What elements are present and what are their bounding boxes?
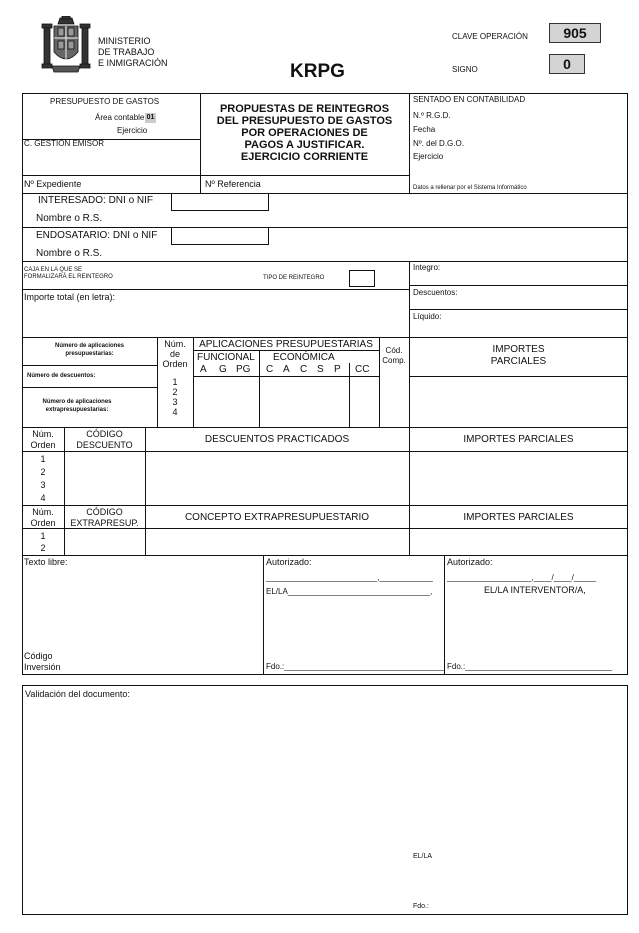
econ-col-s: S <box>317 364 324 375</box>
codigo-descuento-line-1: CÓDIGO <box>86 429 123 439</box>
aplicaciones-title: APLICACIONES PRESUPUESTARIAS <box>199 339 373 350</box>
num-aplicaciones-label <box>22 342 157 358</box>
signo-value: 0 <box>549 54 585 74</box>
presupuesto-gastos-label: PRESUPUESTO DE GASTOS <box>50 97 160 106</box>
importe-letra-label: Importe total (en letra): <box>24 292 116 302</box>
func-col-pg: PG <box>236 364 251 375</box>
codigo-extrapresup-header <box>64 507 145 529</box>
form-title-line-2: DEL PRESUPUESTO DE GASTOS <box>216 115 393 127</box>
extra-row-2: 2 <box>40 543 46 553</box>
aplicacion-row-4: 4 <box>172 407 178 417</box>
econ-col-a: A <box>283 364 290 375</box>
interventor-label: EL/LA INTERVENTOR/A, <box>484 585 586 595</box>
desc-num-orden-line-2: Orden <box>30 440 56 450</box>
num-extra-line-1: Número de aplicaciones <box>42 399 112 405</box>
nombre-endosatario-label: Nombre o R.S. <box>36 248 103 259</box>
aplicacion-row-2: 2 <box>172 387 178 397</box>
validacion-fdo-label: Fdo.: <box>413 903 429 910</box>
aplicacion-row-3: 3 <box>172 397 178 407</box>
validacion-ella-label: EL/LA <box>413 853 433 860</box>
gestion-emisor-label: C. GESTIÓN EMISOR <box>24 139 105 148</box>
descuento-row-1: 1 <box>40 454 46 464</box>
aplicaciones-row-numbers <box>157 377 193 417</box>
form-title-line-3: POR OPERACIONES DE <box>241 127 368 139</box>
validacion-frame <box>22 685 628 915</box>
ministry-line-2: DE TRABAJO <box>98 47 155 57</box>
asentado-label: SENTADO EN CONTABILIDAD <box>413 95 526 104</box>
extra-num-orden-line-2: Orden <box>30 518 56 528</box>
nombre-interesado-label: Nombre o R.S. <box>36 213 103 224</box>
area-contable-value: 01 <box>146 114 155 121</box>
func-col-g: G <box>219 364 227 375</box>
autorizado-1-ella-line: EL/LA________________________________, <box>266 587 433 596</box>
importes-parciales-header <box>409 344 628 368</box>
ministry-line-3: E INMIGRACIÓN <box>98 58 168 68</box>
econ-col-c2: C <box>300 364 308 375</box>
codigo-inversion-line-2: Inversión <box>24 662 61 672</box>
caja-label-line-2: FORMALIZARÁ EL REINTEGRO <box>24 274 113 280</box>
extra-num-orden-line-1: Núm. <box>32 507 54 517</box>
autorizado-2-fdo-line: Fdo.:_________________________________ <box>447 662 613 671</box>
extrapresupuestario-row-numbers <box>22 530 64 554</box>
num-aplicaciones-line-2: presupuestarias: <box>65 351 114 357</box>
caja-label-line-1: CAJA EN LA QUE SE <box>24 267 83 273</box>
aplicacion-row-1: 1 <box>172 377 178 387</box>
expediente-label: Nº Expediente <box>24 179 82 189</box>
codigo-extrapresup-line-1: CÓDIGO <box>86 507 123 517</box>
descuentos-importes-header: IMPORTES PARCIALES <box>463 434 574 445</box>
form-title <box>200 103 409 163</box>
clave-operacion-label: CLAVE OPERACIÓN <box>452 32 528 41</box>
codigo-descuento-header <box>64 429 145 451</box>
ministry-line-1: MINISTERIO <box>98 36 151 46</box>
importes-parciales-line-2: PARCIALES <box>490 356 547 367</box>
cod-comp-line-2: Comp. <box>382 356 406 365</box>
form-title-line-1: PROPUESTAS DE REINTEGROS <box>219 103 390 115</box>
interesado-label: INTERESADO: DNI o NIF <box>38 195 154 206</box>
codigo-extrapresup-line-2: EXTRAPRESUP. <box>70 518 139 528</box>
autorizado-1-label: Autorizado: <box>266 557 312 567</box>
integro-label: Integro: <box>413 263 441 272</box>
area-contable-label: Área contable <box>95 113 145 122</box>
descuentos-label: Descuentos: <box>413 288 458 297</box>
form-title-line-4: PAGOS A JUSTIFICAR. <box>244 139 365 151</box>
cc-label: CC <box>355 364 370 375</box>
num-descuentos-label: Número de descuentos: <box>27 373 96 379</box>
num-orden-line-2: de <box>169 349 180 359</box>
signo-label: SIGNO <box>452 65 478 74</box>
autorizado-1-date-line: _________________________,____________ <box>266 573 433 582</box>
endosatario-nif-field[interactable] <box>171 227 269 245</box>
texto-libre-label: Texto libre: <box>24 557 68 567</box>
clave-operacion-value: 905 <box>549 23 601 43</box>
desc-num-orden-header <box>22 429 64 451</box>
autorizado-1-fdo-line: Fdo.:____________________________________ <box>266 662 445 671</box>
fecha-label: Fecha <box>413 125 436 134</box>
descuentos-title: DESCUENTOS PRACTICADOS <box>204 434 350 445</box>
autorizado-2-label: Autorizado: <box>447 557 493 567</box>
num-aplicaciones-line-1: Número de aplicaciones <box>54 343 125 349</box>
validacion-label: Validación del documento: <box>25 689 130 699</box>
codigo-inversion-label <box>24 651 61 673</box>
funcional-label: FUNCIONAL <box>197 352 255 363</box>
form-code: KRPG <box>290 61 345 82</box>
econ-col-c1: C <box>266 364 274 375</box>
datos-sistema-label: Datos a rellenar por el Sistema Informático <box>413 185 527 191</box>
num-orden-header <box>157 339 193 369</box>
tipo-reintegro-label: TIPO DE REINTEGRO <box>263 275 325 281</box>
cod-comp-line-1: Cód. <box>385 346 403 355</box>
referencia-label: Nº Referencia <box>205 179 261 189</box>
extrapresupuestario-importes-header: IMPORTES PARCIALES <box>463 512 574 523</box>
descuento-row-3: 3 <box>40 480 46 490</box>
ejercicio-right-label: Ejercicio <box>413 152 444 161</box>
num-orden-line-3: Orden <box>162 359 188 369</box>
tipo-reintegro-field[interactable] <box>349 270 375 287</box>
num-extra-line-2: extrapresupuestarias: <box>45 407 109 413</box>
num-orden-line-1: Núm. <box>164 339 186 349</box>
coat-of-arms-logo <box>40 16 92 76</box>
extra-row-1: 1 <box>40 531 46 541</box>
ejercicio-left-label: Ejercicio <box>117 126 148 135</box>
econ-col-p: P <box>334 364 341 375</box>
form-title-line-5: EJERCICIO CORRIENTE <box>240 151 369 163</box>
desc-num-orden-line-1: Núm. <box>32 429 54 439</box>
descuento-row-2: 2 <box>40 467 46 477</box>
codigo-inversion-line-1: Código <box>24 651 53 661</box>
autorizado-2-date-line: ___________________,____/____/_____ <box>447 573 597 582</box>
extrapresupuestario-title: CONCEPTO EXTRAPRESUPUESTARIO <box>184 512 370 523</box>
descuentos-row-numbers <box>22 453 64 505</box>
descuento-row-4: 4 <box>40 493 46 503</box>
extra-num-orden-header <box>22 507 64 529</box>
num-extrapresupuestarias-label <box>22 398 132 414</box>
liquido-label: Líquido: <box>413 312 442 321</box>
importes-parciales-line-1: IMPORTES <box>492 344 545 355</box>
economica-label: ECONÓMICA <box>273 352 335 363</box>
dgo-label: Nº. del D.G.O. <box>413 139 464 148</box>
rgd-label: N.º R.G.D. <box>413 111 451 120</box>
func-col-a: A <box>200 364 207 375</box>
interesado-nif-field[interactable] <box>171 193 269 211</box>
codigo-descuento-line-2: DESCUENTO <box>76 440 133 450</box>
cod-comp-header <box>379 346 409 366</box>
endosatario-label: ENDOSATARIO: DNI o NIF <box>36 230 158 241</box>
